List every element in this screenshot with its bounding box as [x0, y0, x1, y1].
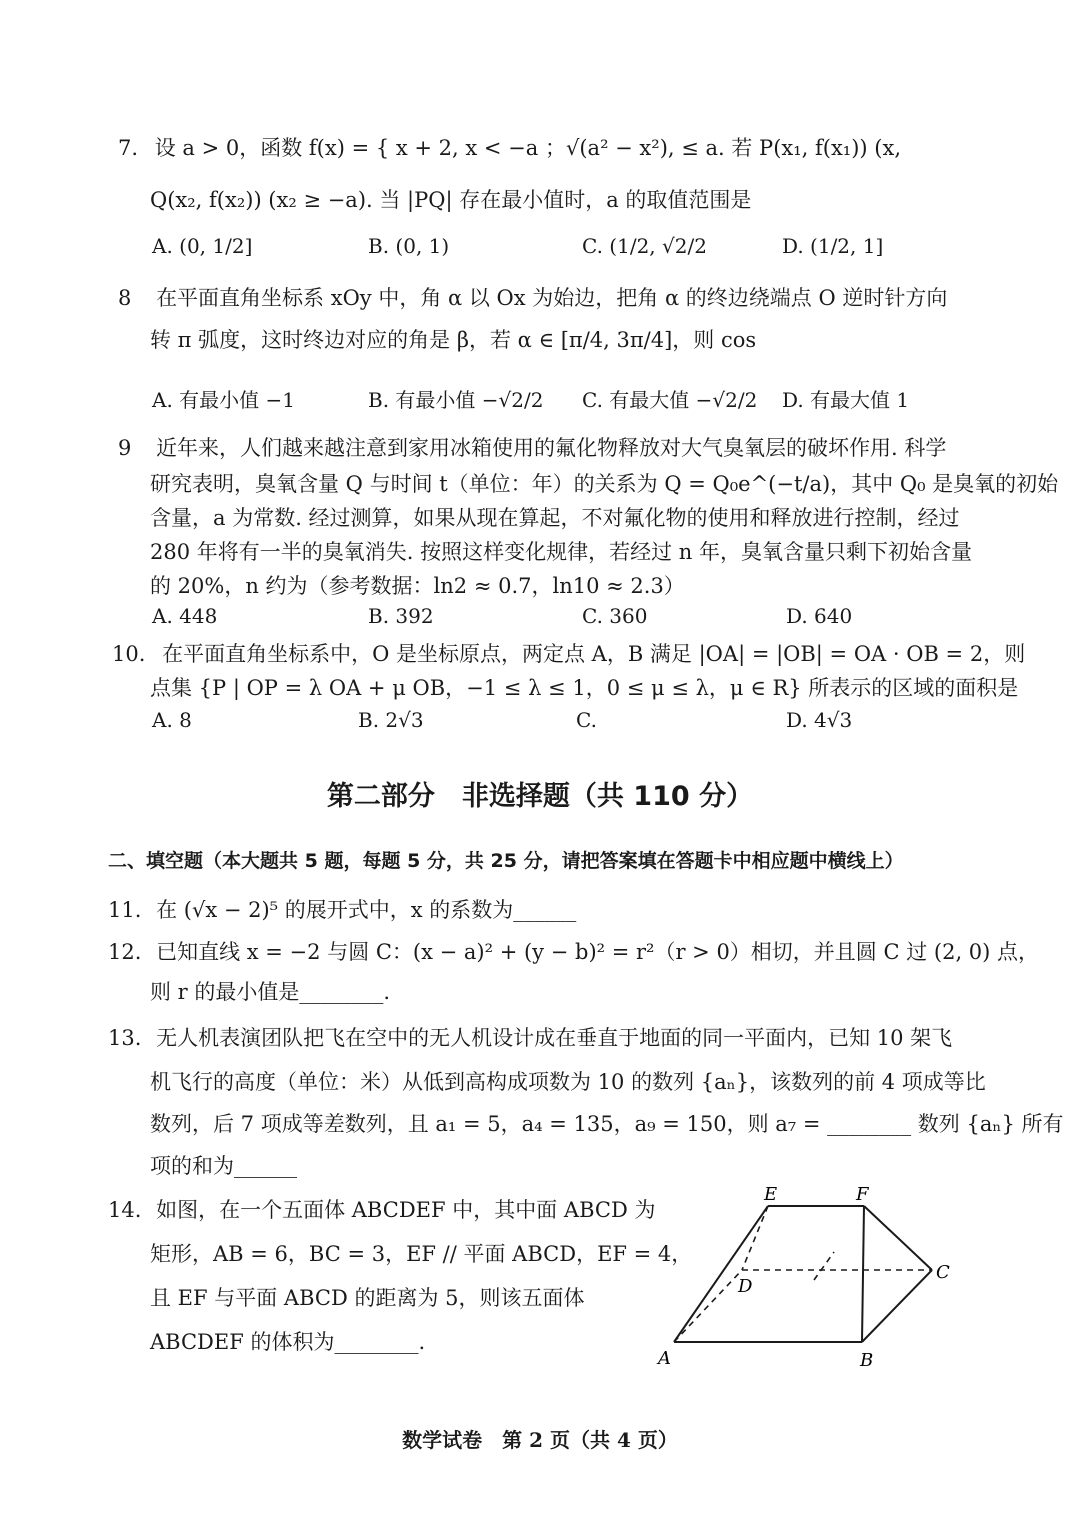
- q12-line2: 则 r 的最小值是________.: [150, 980, 391, 1004]
- q7-option-b: B. (0, 1): [368, 234, 450, 258]
- edge-fc: [864, 1206, 932, 1270]
- q7-option-d: D. (1/2, 1]: [782, 234, 884, 258]
- edge-ea: [674, 1206, 768, 1342]
- q9-line5: 的 20%，n 约为（参考数据：ln2 ≈ 0.7，ln10 ≈ 2.3）: [150, 574, 685, 598]
- label-b: B: [860, 1350, 874, 1371]
- q9-line4: 280 年将有一半的臭氧消失. 按照这样变化规律，若经过 n 年，臭氧含量只剩下初始含量: [150, 540, 972, 564]
- q12-line1: 12. 已知直线 x = −2 与圆 C：(x − a)² + (y − b)² = r²（r > 0）相切，并且圆 C 过 (2, 0) 点，: [108, 940, 1040, 964]
- q11-number: 11.: [108, 898, 142, 922]
- q9-option-c: C. 360: [582, 604, 648, 628]
- label-d: D: [738, 1276, 753, 1297]
- q7-number: 7.: [118, 136, 139, 160]
- q10-option-a: A. 8: [152, 708, 192, 732]
- q10-option-b: B. 2√3: [358, 708, 424, 732]
- edge-fb: [862, 1206, 864, 1342]
- label-f: F: [856, 1184, 869, 1205]
- height-line: [814, 1252, 834, 1280]
- q12-number: 12.: [108, 940, 142, 964]
- q8-option-a: A. 有最小值 −1: [152, 388, 295, 412]
- q10-line2: 点集 {P | OP = λ OA + μ OB，−1 ≤ λ ≤ 1，0 ≤ μ ≤ λ，μ ∈ R} 所表示的区域的面积是: [150, 676, 1019, 700]
- label-c: C: [936, 1262, 950, 1283]
- q8-line2: 转 π 弧度，这时终边对应的角是 β，若 α ∈ [π/4, 3π/4]，则 cos: [150, 328, 757, 352]
- q8-line1: 8 在平面直角坐标系 xOy 中，角 α 以 Ox 为始边，把角 α 的终边绕端点 O 逆时针方向: [118, 286, 948, 310]
- q8-option-c: C. 有最大值 −√2/2: [582, 388, 758, 412]
- edge-ad: [674, 1270, 742, 1342]
- q9-option-a: A. 448: [152, 604, 218, 628]
- q7-line1: 7. 设 a > 0，函数 f(x) = { x + 2, x < −a ；√(a² − x²), ≤ a. 若 P(x₁, f(x₁)) (x,: [118, 136, 901, 160]
- q7-line2: Q(x₂, f(x₂)) (x₂ ≥ −a). 当 |PQ| 存在最小值时，a 的取值范围是: [150, 188, 752, 212]
- q9-option-d: D. 640: [786, 604, 853, 628]
- q14-line3: 且 EF 与平面 ABCD 的距离为 5，则该五面体: [150, 1286, 585, 1310]
- label-e: E: [764, 1184, 778, 1205]
- q13-line3: 数列，后 7 项成等差数列，且 a₁ = 5，a₄ = 135，a₉ = 150，则 a₇ = ________ 数列 {aₙ} 所有: [150, 1112, 1064, 1136]
- q13-line4: 项的和为______: [150, 1154, 297, 1178]
- q10-line1: 10. 在平面直角坐标系中，O 是坐标原点，两定点 A，B 满足 |OA| = |OB| = OA · OB = 2，则: [112, 642, 1026, 666]
- q9-number: 9: [118, 436, 132, 460]
- section2-title: 二、填空题（本大题共 5 题，每题 5 分，共 25 分，请把答案填在答题卡中相应题中横线上）: [108, 850, 904, 872]
- page-footer: 数学试卷 第 2 页（共 4 页）: [402, 1428, 678, 1452]
- q14-number: 14.: [108, 1198, 142, 1222]
- q14-line2: 矩形，AB = 6，BC = 3，EF // 平面 ABCD，EF = 4，: [150, 1242, 693, 1266]
- q10-number: 10.: [112, 642, 146, 666]
- q13-line2: 机飞行的高度（单位：米）从低到高构成项数为 10 的数列 {aₙ}，该数列的前 4 项成等比: [150, 1070, 986, 1094]
- q14-line1: 14. 如图，在一个五面体 ABCDEF 中，其中面 ABCD 为: [108, 1198, 656, 1222]
- q10-option-c: C.: [576, 708, 597, 732]
- q9-option-b: B. 392: [368, 604, 434, 628]
- q9-line2: 研究表明，臭氧含量 Q 与时间 t（单位：年）的关系为 Q = Q₀e^(−t/a)，其中 Q₀ 是臭氧的初始: [150, 472, 1059, 496]
- q13-line1: 13. 无人机表演团队把飞在空中的无人机设计成在垂直于地面的同一平面内，已知 10 架飞: [108, 1026, 953, 1050]
- q10-option-d: D. 4√3: [786, 708, 853, 732]
- part2-heading: 第二部分 非选择题（共 110 分）: [326, 781, 754, 812]
- q13-number: 13.: [108, 1026, 142, 1050]
- pentahedron-figure: [650, 1180, 970, 1380]
- q11: 11. 在 (√x − 2)⁵ 的展开式中，x 的系数为______: [108, 898, 577, 922]
- q8-option-d: D. 有最大值 1: [782, 388, 910, 412]
- label-a: A: [658, 1348, 671, 1369]
- q7-option-a: A. (0, 1/2]: [152, 234, 253, 258]
- q9-line1: 9 近年来，人们越来越注意到家用冰箱使用的氟化物释放对大气臭氧层的破坏作用. 科学: [118, 436, 947, 460]
- q14-line4: ABCDEF 的体积为________.: [150, 1330, 426, 1354]
- q7-option-c: C. (1/2, √2/2: [582, 234, 707, 258]
- q9-line3: 含量，a 为常数. 经过测算，如果从现在算起，不对氟化物的使用和释放进行控制，经过: [150, 506, 960, 530]
- edge-bc: [862, 1270, 932, 1342]
- q8-number: 8: [118, 286, 132, 310]
- q8-option-b: B. 有最小值 −√2/2: [368, 388, 544, 412]
